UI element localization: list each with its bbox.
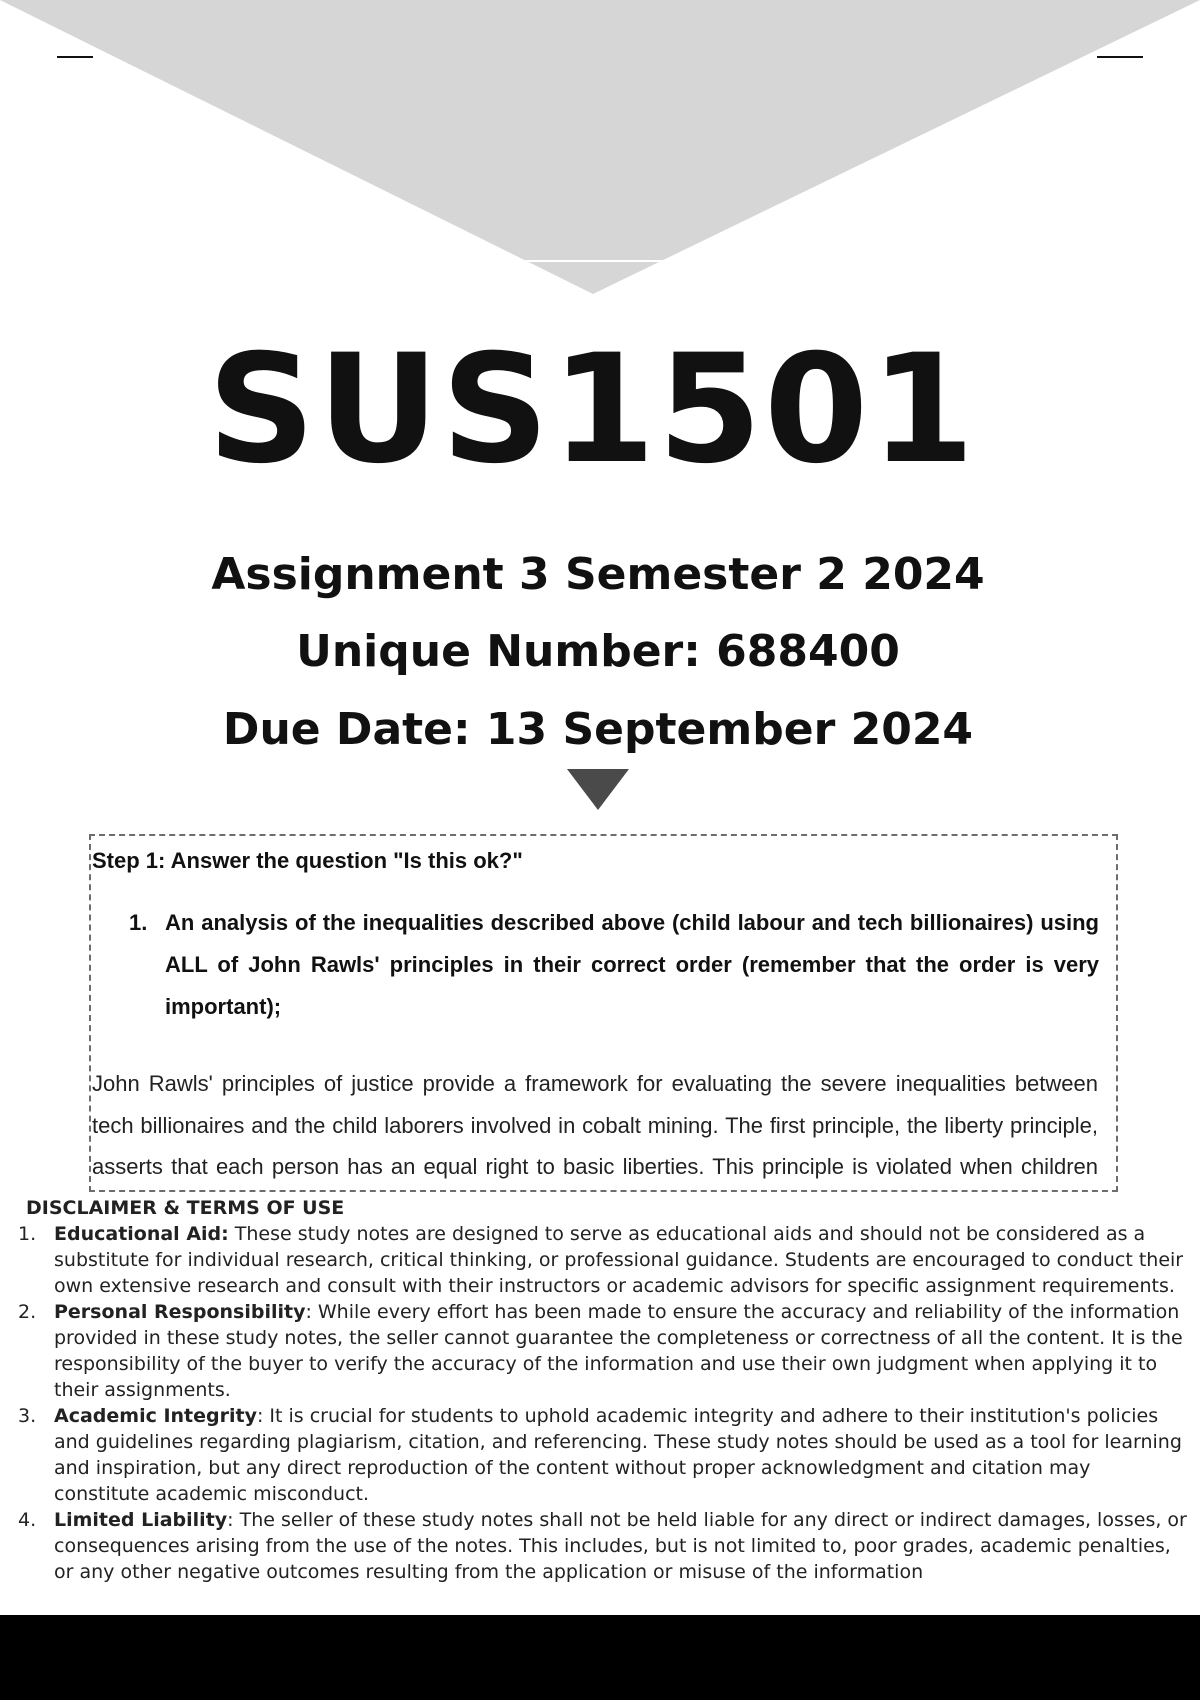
disclaimer-item-title: Academic Integrity <box>54 1405 257 1427</box>
unique-number-subtitle: Unique Number: 688400 <box>296 626 900 677</box>
disclaimer-item-text: : It is crucial for students to uphold academic integrity and adhere to their institution's policies and guidelines regarding plagiarism, citation, and referencing. These study notes should be used as a tool for learning and inspiration, but any direct reproduction of the content without proper acknowledgment and citation may constitute academic misconduct. <box>54 1405 1182 1505</box>
bottom-black-bar <box>0 1615 1200 1700</box>
disclaimer-item-text: These study notes are designed to serve as educational aids and should not be considered as a substitute for individual research, critical thinking, or professional guidance. Students are encouraged to conduct their own extensive research and consult with their instructors or academic advisors for specific assignment requirements. <box>54 1223 1184 1297</box>
disclaimer-item-title: Limited Liability <box>54 1509 228 1531</box>
disclaimer-item-limited-liability <box>0 1507 1200 1585</box>
document-preview-excerpt <box>89 834 1118 1192</box>
disclaimer-item-number: 1. <box>18 1223 37 1245</box>
disclaimer-title: DISCLAIMER & TERMS OF USE <box>26 1197 345 1219</box>
question-item <box>129 902 1099 1028</box>
assignment-subtitle: Assignment 3 Semester 2 2024 <box>211 549 985 600</box>
disclaimer-item-number: 4. <box>18 1509 37 1531</box>
disclaimer-item-title: Educational Aid: <box>54 1223 229 1245</box>
disclaimer-item-educational-aid <box>0 1221 1200 1299</box>
disclaimer-item-number: 2. <box>18 1301 37 1323</box>
disclaimer-item-text: : While every effort has been made to ensure the accuracy and reliability of the information provided in these study notes, the seller cannot guarantee the completeness or correctness of all the content. It is the responsibility of the buyer to verify the accuracy of the information and use their own judgment when applying it to their assignments. <box>54 1301 1183 1401</box>
disclaimer-item-personal-responsibility <box>0 1299 1200 1403</box>
answer-paragraph: John Rawls' principles of justice provide a framework for evaluating the severe inequalities between tech billionaires and the child laborers involved in cobalt mining. The first principle, the liberty principle, asserts that each person has an equal right to basic liberties. This principle is violated when children <box>92 1071 1098 1179</box>
down-arrow-icon <box>567 769 629 810</box>
disclaimer-list <box>0 1221 1200 1585</box>
question-text: An analysis of the inequalities described above (child labour and tech billionaires) using ALL of John Rawls' principles in their correct order (remember that the order is very important); <box>165 910 1099 1019</box>
disclaimer-item-text: : The seller of these study notes shall not be held liable for any direct or indirect damages, losses, or consequences arising from the use of the notes. This includes, but is not limited to, poor grades, academic penalties, or any other negative outcomes resulting from the application or misuse of the information <box>54 1509 1187 1583</box>
course-code-title: SUS1501 <box>207 323 977 497</box>
due-date-subtitle: Due Date: 13 September 2024 <box>222 704 974 755</box>
step-heading: Step 1: Answer the question "Is this ok?" <box>92 848 523 873</box>
disclaimer-item-academic-integrity <box>0 1403 1200 1507</box>
cover-chevron-background <box>0 0 1200 300</box>
disclaimer-item-number: 3. <box>18 1405 37 1427</box>
question-number: 1. <box>129 910 148 935</box>
corner-mark-left <box>57 56 93 58</box>
disclaimer-item-title: Personal Responsibility <box>54 1301 306 1323</box>
corner-mark-right <box>1097 56 1143 58</box>
